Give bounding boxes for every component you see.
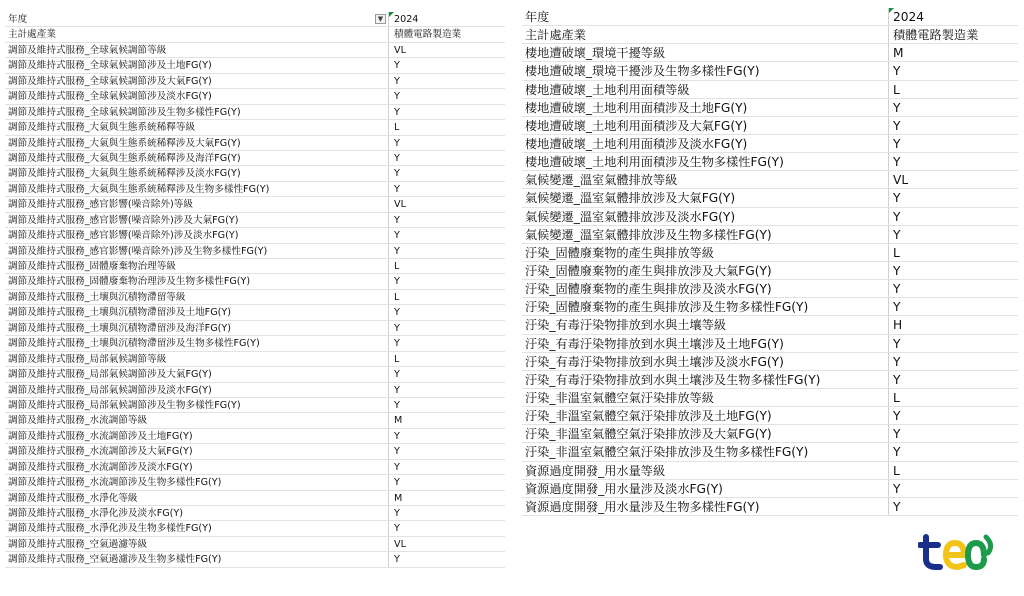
left-row-label[interactable]: 調節及維持式服務_土壤與沉積物滯留涉及海洋FG(Y): [8, 322, 231, 334]
right-table-row: [522, 226, 1018, 244]
left-row-value[interactable]: Y: [388, 58, 505, 72]
left-row-label[interactable]: 調節及維持式服務_水淨化涉及生物多樣性FG(Y): [8, 523, 212, 535]
right-row-value[interactable]: Y: [888, 407, 1018, 424]
right-row-value[interactable]: M: [888, 44, 1018, 61]
left-table-row: [5, 552, 505, 567]
left-row-value[interactable]: Y: [388, 166, 505, 180]
right-row-label[interactable]: 棲地遭破壞_土地利用面積涉及大氣FG(Y): [525, 118, 748, 133]
left-row-value[interactable]: Y: [388, 274, 505, 288]
left-subheader-row: [5, 27, 505, 42]
left-row-value[interactable]: Y: [388, 398, 505, 412]
left-row-value[interactable]: Y: [388, 244, 505, 258]
left-industry-label[interactable]: 主計處產業: [8, 29, 56, 41]
right-row-value[interactable]: L: [888, 244, 1018, 261]
left-table-row: [5, 413, 505, 428]
left-row-value[interactable]: VL: [388, 197, 505, 211]
right-row-value[interactable]: Y: [888, 62, 1018, 79]
left-row-label[interactable]: 調節及維持式服務_局部氣候調節涉及生物多樣性FG(Y): [8, 399, 241, 411]
right-row-label[interactable]: 棲地遭破壞_土地利用面積涉及生物多樣性FG(Y): [525, 155, 784, 170]
left-row-label[interactable]: 調節及維持式服務_水流調節涉及生物多樣性FG(Y): [8, 477, 222, 489]
right-table-row: [522, 298, 1018, 316]
left-row-label[interactable]: 調節及維持式服務_局部氣候調節涉及淡水FG(Y): [8, 384, 212, 396]
left-row-value[interactable]: M: [388, 413, 505, 427]
left-row-value[interactable]: Y: [388, 151, 505, 165]
right-industry-label[interactable]: 主計處產業: [525, 28, 586, 43]
right-table-row: [522, 371, 1018, 389]
left-row-value[interactable]: Y: [388, 321, 505, 335]
left-table-row: [5, 58, 505, 73]
right-table-row: [522, 117, 1018, 135]
right-table-row: [522, 316, 1018, 334]
left-row-value[interactable]: Y: [388, 136, 505, 150]
left-year-header[interactable]: [5, 12, 388, 26]
right-subheader-row: [522, 26, 1018, 44]
left-table-row: [5, 213, 505, 228]
left-row-label[interactable]: 調節及維持式服務_大氣與生態系統稀釋等級: [8, 122, 196, 134]
right-table-row: [522, 498, 1018, 516]
right-table-row: [522, 480, 1018, 498]
right-row-label[interactable]: 汙染_非溫室氣體空氣汙染排放涉及土地FG(Y): [525, 409, 772, 424]
left-row-label[interactable]: 調節及維持式服務_固體廢棄物治理等級: [8, 261, 176, 272]
right-table-row: [522, 462, 1018, 480]
left-row-value[interactable]: Y: [388, 444, 505, 458]
right-row-value[interactable]: Y: [888, 99, 1018, 116]
right-industry-value[interactable]: 積體電路製造業: [888, 26, 1018, 43]
left-table-row: [5, 259, 505, 274]
left-row-label[interactable]: 調節及維持式服務_局部氣候調節等級: [8, 353, 167, 365]
right-row-value[interactable]: Y: [888, 498, 1018, 515]
left-table-row: [5, 105, 505, 120]
right-row-value[interactable]: Y: [888, 298, 1018, 315]
left-row-label[interactable]: 調節及維持式服務_全球氣候調節涉及生物多樣性FG(Y): [8, 106, 241, 118]
left-row-value[interactable]: Y: [388, 89, 505, 103]
left-table-row: [5, 475, 505, 490]
left-table-row: [5, 367, 505, 382]
left-table-row: [5, 197, 505, 212]
left-row-value[interactable]: L: [388, 290, 505, 304]
left-table-row: [5, 336, 505, 351]
right-row-value[interactable]: Y: [888, 443, 1018, 460]
left-table-row: [5, 383, 505, 398]
right-row-label[interactable]: 氣候變遷_溫室氣體排放涉及大氣FG(Y): [525, 191, 736, 206]
left-row-label[interactable]: 調節及維持式服務_大氣與生態系統稀釋涉及淡水FG(Y): [8, 168, 241, 180]
right-row-value[interactable]: L: [888, 389, 1018, 406]
left-table-row: [5, 321, 505, 336]
left-row-label[interactable]: 調節及維持式服務_水流調節涉及淡水FG(Y): [8, 461, 193, 473]
left-row-value[interactable]: Y: [388, 521, 505, 535]
left-row-value[interactable]: VL: [388, 537, 505, 551]
right-table-row: [522, 425, 1018, 443]
left-row-value[interactable]: Y: [388, 552, 505, 566]
left-table-row: [5, 166, 505, 181]
right-row-label[interactable]: 汙染_固體廢棄物的產生與排放涉及生物多樣性FG(Y): [525, 300, 809, 315]
left-row-label[interactable]: 調節及維持式服務_大氣與生態系統稀釋涉及海洋FG(Y): [8, 152, 241, 164]
right-row-label[interactable]: 氣候變遷_溫室氣體排放涉及生物多樣性FG(Y): [525, 227, 772, 242]
right-row-label[interactable]: 汙染_非溫室氣體空氣汙染排放涉及大氣FG(Y): [525, 427, 772, 442]
left-row-value[interactable]: M: [388, 491, 505, 505]
right-row-label[interactable]: 棲地遭破壞_環境干擾涉及生物多樣性FG(Y): [525, 64, 760, 79]
right-table-row: [522, 208, 1018, 226]
right-table-row: [522, 280, 1018, 298]
left-row-value[interactable]: Y: [388, 460, 505, 474]
left-table-row: [5, 305, 505, 320]
right-row-value[interactable]: Y: [888, 371, 1018, 388]
left-table-row: [5, 136, 505, 151]
left-table-body: [5, 43, 505, 568]
left-table-row: [5, 182, 505, 197]
right-row-value[interactable]: VL: [888, 171, 1018, 188]
left-row-value[interactable]: Y: [388, 383, 505, 397]
left-row-label[interactable]: 調節及維持式服務_全球氣候調節涉及淡水FG(Y): [8, 91, 212, 103]
right-year-header[interactable]: 年度: [525, 10, 550, 24]
right-row-value[interactable]: L: [888, 462, 1018, 479]
left-table-row: [5, 244, 505, 259]
left-table-row: [5, 151, 505, 166]
right-table-row: [522, 407, 1018, 425]
right-row-label[interactable]: 資源過度開發_用水量涉及淡水FG(Y): [525, 481, 723, 496]
left-row-label[interactable]: 調節及維持式服務_大氣與生態系統稀釋涉及生物多樣性FG(Y): [8, 183, 270, 195]
right-row-label[interactable]: 氣候變遷_溫室氣體排放等級: [525, 173, 678, 188]
right-row-label[interactable]: 汙染_非溫室氣體空氣汙染排放等級: [525, 390, 714, 405]
left-table-row: [5, 274, 505, 289]
left-table-row: [5, 89, 505, 104]
left-row-label[interactable]: 調節及維持式服務_全球氣候調節涉及大氣FG(Y): [8, 75, 212, 87]
left-row-label[interactable]: 調節及維持式服務_土壤與沉積物滯留涉及土地FG(Y): [8, 307, 231, 319]
right-table-row: [522, 189, 1018, 207]
right-row-value[interactable]: Y: [888, 335, 1018, 352]
right-row-label[interactable]: 汙染_有毒汙染物排放到水與土壤涉及土地FG(Y): [525, 336, 784, 351]
right-row-label[interactable]: 資源過度開發_用水量等級: [525, 463, 666, 478]
left-spreadsheet: [5, 12, 505, 568]
left-row-label[interactable]: 調節及維持式服務_全球氣候調節等級: [8, 44, 167, 56]
left-row-label[interactable]: 調節及維持式服務_感官影響(噪音除外)涉及淡水FG(Y): [8, 230, 239, 242]
left-row-label[interactable]: 調節及維持式服務_固體廢棄物治理涉及生物多樣性FG(Y): [8, 276, 251, 288]
right-row-value[interactable]: Y: [888, 262, 1018, 279]
left-year-header-label: 年度: [8, 14, 28, 25]
right-row-label[interactable]: 棲地遭破壞_土地利用面積等級: [525, 82, 690, 97]
right-header-row: [522, 8, 1018, 26]
left-row-label[interactable]: 調節及維持式服務_全球氣候調節涉及土地FG(Y): [8, 60, 212, 72]
right-row-label[interactable]: 汙染_固體廢棄物的產生與排放等級: [525, 245, 714, 260]
left-row-label[interactable]: 調節及維持式服務_大氣與生態系統稀釋涉及大氣FG(Y): [8, 137, 241, 149]
right-row-value[interactable]: Y: [888, 117, 1018, 134]
left-row-value[interactable]: Y: [388, 336, 505, 350]
right-row-label[interactable]: 資源過度開發_用水量涉及生物多樣性FG(Y): [525, 499, 760, 514]
left-row-value[interactable]: L: [388, 259, 505, 273]
left-table-row: [5, 352, 505, 367]
left-row-value[interactable]: Y: [388, 305, 505, 319]
right-table-row: [522, 244, 1018, 262]
right-table-row: [522, 81, 1018, 99]
left-row-value[interactable]: L: [388, 120, 505, 134]
left-table-row: [5, 120, 505, 135]
left-table-row: [5, 398, 505, 413]
left-row-label[interactable]: 調節及維持式服務_水流調節涉及大氣FG(Y): [8, 446, 193, 458]
filter-dropdown-icon[interactable]: ▼: [375, 14, 386, 24]
right-row-label[interactable]: 汙染_固體廢棄物的產生與排放涉及淡水FG(Y): [525, 282, 772, 297]
left-table-row: [5, 444, 505, 459]
right-row-value[interactable]: Y: [888, 189, 1018, 206]
right-row-label[interactable]: 汙染_有毒汙染物排放到水與土壤涉及生物多樣性FG(Y): [525, 372, 821, 387]
left-row-value[interactable]: Y: [388, 228, 505, 242]
left-table-row: [5, 228, 505, 243]
left-table-row: [5, 506, 505, 521]
ted-logo-icon: [918, 533, 998, 573]
right-table-row: [522, 389, 1018, 407]
left-table-row: [5, 537, 505, 552]
left-row-value[interactable]: Y: [388, 429, 505, 443]
left-row-label[interactable]: 調節及維持式服務_土壤與沉積物滯留等級: [8, 291, 186, 303]
right-table-row: [522, 153, 1018, 171]
right-table-row: [522, 62, 1018, 80]
right-row-value[interactable]: Y: [888, 425, 1018, 442]
left-row-value[interactable]: Y: [388, 367, 505, 381]
left-row-label[interactable]: 調節及維持式服務_空氣過濾涉及生物多樣性FG(Y): [8, 554, 222, 566]
right-row-label[interactable]: 汙染_固體廢棄物的產生與排放涉及大氣FG(Y): [525, 263, 772, 278]
right-table-row: [522, 171, 1018, 189]
left-row-value[interactable]: VL: [388, 43, 505, 57]
right-row-value[interactable]: Y: [888, 280, 1018, 297]
left-row-label[interactable]: 調節及維持式服務_空氣過濾等級: [8, 538, 148, 550]
left-table-row: [5, 429, 505, 444]
right-table-row: [522, 335, 1018, 353]
right-table-row: [522, 262, 1018, 280]
right-table-row: [522, 443, 1018, 461]
left-row-label[interactable]: 調節及維持式服務_感官影響(噪音除外)等級: [8, 199, 193, 211]
left-row-value[interactable]: Y: [388, 74, 505, 88]
right-table-row: [522, 135, 1018, 153]
left-row-value[interactable]: Y: [388, 182, 505, 196]
left-table-row: [5, 74, 505, 89]
left-row-label[interactable]: 調節及維持式服務_感官影響(噪音除外)涉及大氣FG(Y): [8, 214, 239, 226]
left-row-label[interactable]: 調節及維持式服務_局部氣候調節涉及大氣FG(Y): [8, 369, 212, 381]
right-row-value[interactable]: Y: [888, 226, 1018, 243]
left-row-label[interactable]: 調節及維持式服務_水流調節涉及土地FG(Y): [8, 430, 193, 442]
left-row-value[interactable]: L: [388, 352, 505, 366]
right-row-label[interactable]: 棲地遭破壞_土地利用面積涉及土地FG(Y): [525, 100, 748, 115]
left-row-label[interactable]: 調節及維持式服務_感官影響(噪音除外)涉及生物多樣性FG(Y): [8, 245, 268, 257]
right-table-row: [522, 353, 1018, 371]
right-row-value[interactable]: L: [888, 81, 1018, 98]
left-year-value[interactable]: 2024: [388, 12, 505, 26]
right-table-body: [522, 44, 1018, 516]
right-row-label[interactable]: 棲地遭破壞_環境干擾等級: [525, 46, 666, 61]
right-year-value[interactable]: 2024: [888, 8, 1018, 25]
left-table-row: [5, 491, 505, 506]
left-table-row: [5, 460, 505, 475]
left-header-row: [5, 12, 505, 27]
right-row-label[interactable]: 汙染_有毒汙染物排放到水與土壤涉及淡水FG(Y): [525, 354, 784, 369]
left-row-label[interactable]: 調節及維持式服務_水淨化涉及淡水FG(Y): [8, 508, 184, 519]
left-table-row: [5, 43, 505, 58]
left-row-value[interactable]: Y: [388, 506, 505, 520]
right-row-value[interactable]: Y: [888, 353, 1018, 370]
left-table-row: [5, 521, 505, 536]
right-row-value[interactable]: Y: [888, 208, 1018, 225]
right-row-label[interactable]: 氣候變遷_溫室氣體排放涉及淡水FG(Y): [525, 209, 736, 224]
left-row-value[interactable]: Y: [388, 105, 505, 119]
right-row-label[interactable]: 汙染_有毒汙染物排放到水與土壤等級: [525, 318, 727, 333]
right-table-row: [522, 99, 1018, 117]
right-table-row: [522, 44, 1018, 62]
right-spreadsheet: [522, 8, 1018, 516]
left-row-label[interactable]: 調節及維持式服務_水流調節等級: [8, 415, 148, 427]
right-row-value[interactable]: Y: [888, 135, 1018, 152]
right-row-label[interactable]: 棲地遭破壞_土地利用面積涉及淡水FG(Y): [525, 136, 748, 151]
left-row-value[interactable]: Y: [388, 213, 505, 227]
left-row-label[interactable]: 調節及維持式服務_土壤與沉積物滯留涉及生物多樣性FG(Y): [8, 338, 260, 350]
left-row-label[interactable]: 調節及維持式服務_水淨化等級: [8, 492, 138, 504]
left-industry-value[interactable]: 積體電路製造業: [388, 27, 505, 41]
right-row-value[interactable]: Y: [888, 153, 1018, 170]
right-row-label[interactable]: 汙染_非溫室氣體空氣汙染排放涉及生物多樣性FG(Y): [525, 445, 809, 460]
right-row-value[interactable]: Y: [888, 480, 1018, 497]
right-row-value[interactable]: H: [888, 316, 1018, 333]
left-row-value[interactable]: Y: [388, 475, 505, 489]
left-table-row: [5, 290, 505, 305]
